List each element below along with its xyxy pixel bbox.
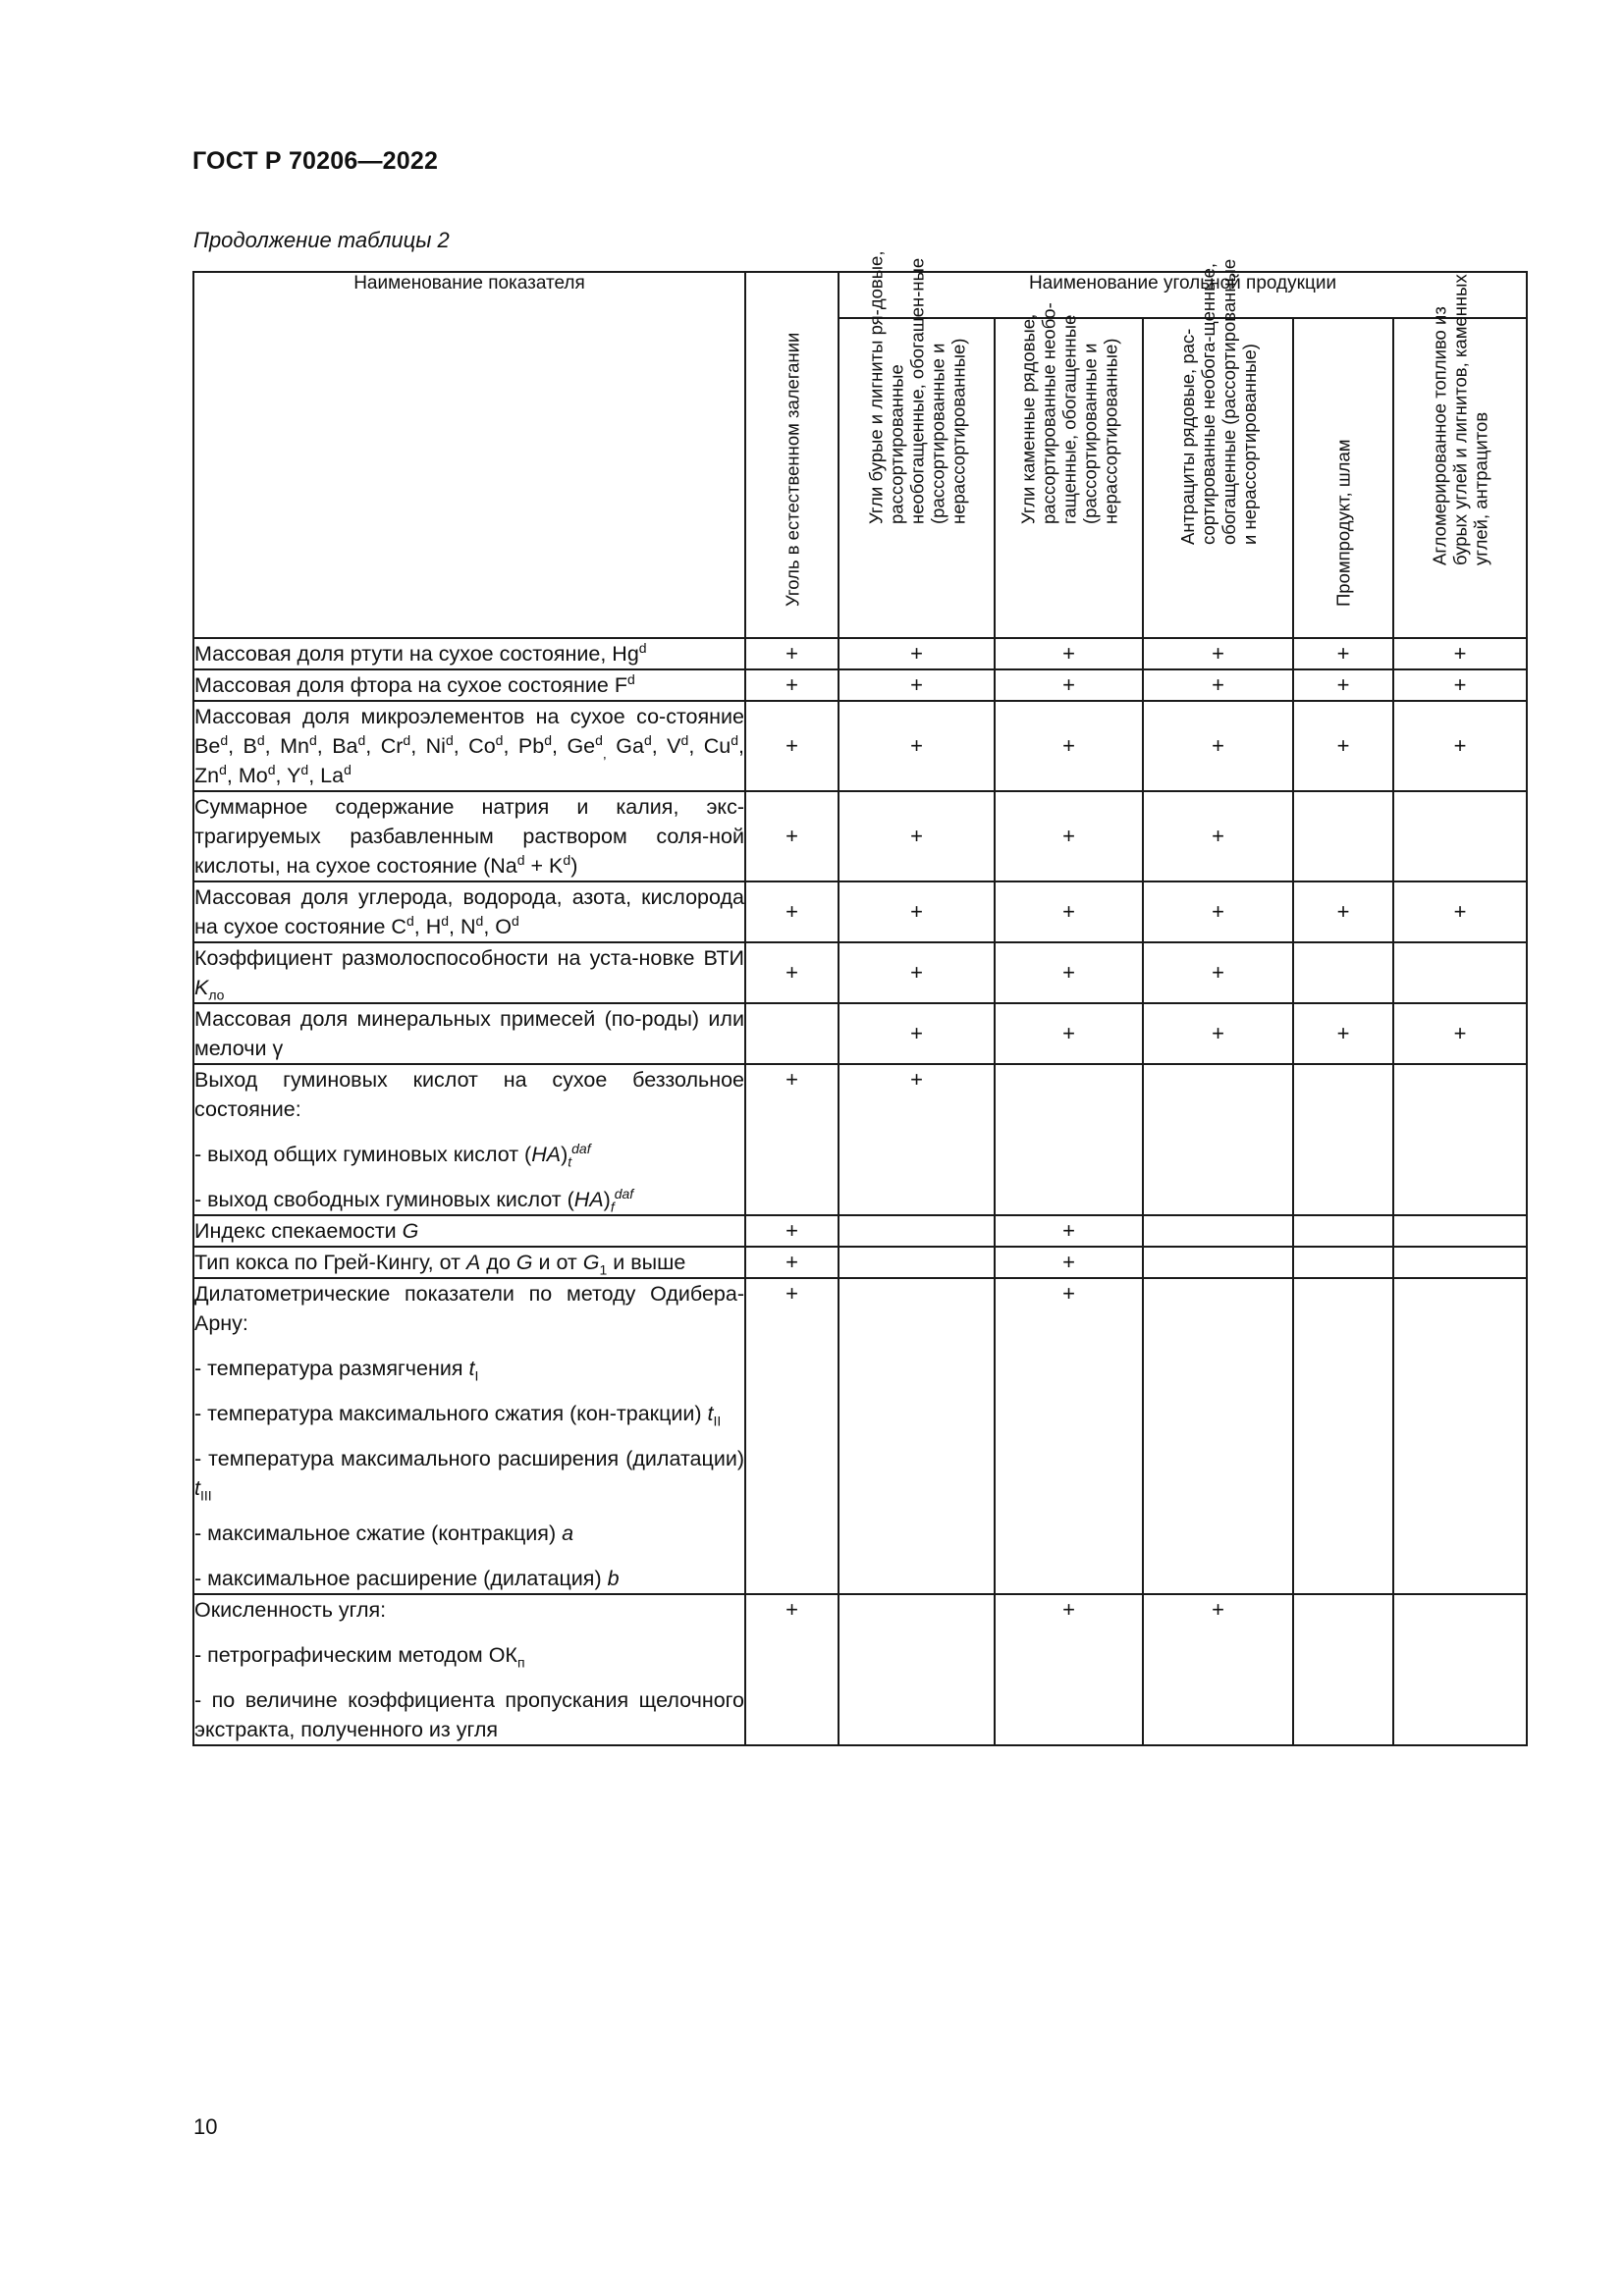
table-row (193, 1247, 1527, 1278)
mark-cell: + (1143, 881, 1293, 942)
mark-cell-empty (995, 1064, 1143, 1215)
mark-cell: + (995, 881, 1143, 942)
column-header-middlings (1293, 318, 1393, 638)
mark-cell-empty (1143, 1215, 1293, 1247)
mark-cell: + (745, 942, 839, 1003)
mark-cell-empty (745, 1003, 839, 1064)
table-row (193, 1594, 1527, 1745)
mark-cell: + (995, 638, 1143, 669)
mark-cell-empty (1393, 1247, 1527, 1278)
mark-cell: + (745, 1594, 839, 1745)
indicator-cell: Коэффициент размолоспособности на уста-новке ВТИ $K_{ло}$ (193, 942, 745, 1003)
mark-cell: + (1393, 701, 1527, 791)
mark-cell: + (745, 1064, 839, 1215)
mark-cell: + (995, 1215, 1143, 1247)
mark-cell: + (745, 638, 839, 669)
indicator-column-header: Наименование показателя (193, 272, 745, 638)
column-header-middlings-text: Промпродукт, шлам (1332, 439, 1354, 607)
mark-cell: + (1143, 701, 1293, 791)
mark-cell: + (995, 1247, 1143, 1278)
mark-cell: + (995, 1003, 1143, 1064)
mark-cell: + (745, 881, 839, 942)
mark-cell: + (1293, 881, 1393, 942)
mark-cell-empty (1293, 1247, 1393, 1278)
mark-cell-empty (1293, 1215, 1393, 1247)
column-header-agglomerated-text: Агломерированное топливо из бурых углей и лигнитов, каменных углей, антрацитов (1429, 274, 1491, 565)
table-header-row (193, 272, 1527, 318)
mark-cell: + (745, 791, 839, 881)
column-header-brown-coal (839, 250, 995, 638)
mark-cell-empty (1393, 1064, 1527, 1215)
mark-cell-empty (1393, 1278, 1527, 1594)
mark-cell-empty (1393, 1215, 1527, 1247)
mark-cell-empty (839, 1215, 995, 1247)
mark-cell: + (1143, 1594, 1293, 1745)
mark-cell: + (839, 942, 995, 1003)
table-row (193, 638, 1527, 669)
mark-cell-empty (1393, 1594, 1527, 1745)
mark-cell: + (1293, 701, 1393, 791)
mark-cell-empty (839, 1594, 995, 1745)
mark-cell: + (745, 1247, 839, 1278)
mark-cell: + (1293, 669, 1393, 701)
mark-cell: + (1143, 791, 1293, 881)
mark-cell: + (1393, 1003, 1527, 1064)
table-row (193, 1215, 1527, 1247)
mark-cell-empty (1393, 791, 1527, 881)
mark-cell-empty (1143, 1247, 1293, 1278)
indicator-cell: Окисленность угля: - петрографическим методом $ОК_п$ - по величине коэффициента пропускания щелочного экстракта, полученного из угля (193, 1594, 745, 1745)
mark-cell-empty (1143, 1064, 1293, 1215)
indicator-cell: Массовая доля микроэлементов на сухое со-стояние Be$^d$, $B^d$, Mn$^d$, Ba$^d$, Cr$^d$, Ni$^d$, Co$^d$, Pb$^d$, $Ge^d_,$ Ga$^d$, $V^d$, Cu$^d$, Zn$^d$, Mo$^d$, $Y^d$, La$^d$ (193, 701, 745, 791)
mark-cell: + (839, 701, 995, 791)
table-row (193, 881, 1527, 942)
mark-cell: + (1393, 669, 1527, 701)
mark-cell: + (995, 701, 1143, 791)
mark-cell: + (839, 881, 995, 942)
indicator-cell: Суммарное содержание натрия и калия, экс-трагируемых разбавленным раствором соля-ной кислоты, на сухое состояние $(Na^d + K^d)$ (193, 791, 745, 881)
mark-cell-empty (1293, 1278, 1393, 1594)
mark-cell-empty (1143, 1278, 1293, 1594)
column-header-hard-coal (995, 302, 1143, 638)
mark-cell-empty (1293, 1594, 1393, 1745)
mark-cell: + (839, 791, 995, 881)
mark-cell: + (1143, 1003, 1293, 1064)
column-header-brown-coal-text: Угли бурые и лигниты ря-довые, рассортированные необогащенные, обогащен-ные (рассортированные и нерассортированные) (865, 250, 968, 524)
mark-cell-empty (1293, 942, 1393, 1003)
table-caption: Продолжение таблицы 2 (193, 228, 450, 252)
mark-cell: + (839, 1064, 995, 1215)
table-row (193, 1278, 1527, 1594)
column-header-in-situ (745, 272, 839, 638)
indicator-cell: Дилатометрические показатели по методу Одибера-Арну: - температура размягчения $t_I$ - температура максимального сжатия (кон-тракции) $t_{II}$ - температура максимального расширения (дилатации) $t_{III}$ - максимальное сжатие (контракция) a - максимальное расширение (дилатация) b (193, 1278, 745, 1594)
column-header-anthracite-text: Антрациты рядовые, рас-сортированные необога-щенные, обогащенные (рассортированные и нерассортированные) (1176, 258, 1260, 545)
mark-cell-empty (1293, 791, 1393, 881)
table-row (193, 669, 1527, 701)
indicator-cell: Тип кокса по Грей-Кингу, от A до G и от $G_1$ и выше (193, 1247, 745, 1278)
indicator-cell: Массовая доля фтора на сухое состояние $F^d$ (193, 669, 745, 701)
column-header-in-situ-text: Уголь в естественном залегании (782, 332, 802, 607)
indicators-table (192, 250, 1528, 1746)
column-header-agglomerated (1393, 274, 1527, 638)
table-row (193, 942, 1527, 1003)
column-header-anthracite (1143, 258, 1293, 638)
mark-cell: + (1393, 881, 1527, 942)
table-row (193, 1003, 1527, 1064)
mark-cell: + (839, 1003, 995, 1064)
mark-cell: + (1143, 638, 1293, 669)
product-group-header: Наименование угольной продукции (839, 272, 1527, 318)
table-row (193, 701, 1527, 791)
indicator-cell: Массовая доля минеральных примесей (по-роды) или мелочи γ (193, 1003, 745, 1064)
mark-cell: + (995, 791, 1143, 881)
mark-cell: + (995, 1278, 1143, 1594)
table-row (193, 1064, 1527, 1215)
mark-cell: + (745, 1278, 839, 1594)
mark-cell: + (995, 1594, 1143, 1745)
mark-cell-empty (839, 1247, 995, 1278)
column-header-hard-coal-text: Угли каменные рядовые, рассортированные необо-гащенные, обогащенные (рассортированные и нерассортированные) (1017, 302, 1120, 524)
mark-cell-empty (1393, 942, 1527, 1003)
indicator-cell: Массовая доля углерода, водорода, азота, кислорода на сухое состояние $C^d$, $H^d$, $N^d$, $O^d$ (193, 881, 745, 942)
document-header: ГОСТ Р 70206—2022 (192, 147, 439, 175)
mark-cell-empty (1293, 1064, 1393, 1215)
mark-cell: + (745, 669, 839, 701)
mark-cell: + (995, 669, 1143, 701)
mark-cell: + (995, 942, 1143, 1003)
indicator-cell: Выход гуминовых кислот на сухое беззольное состояние: - выход общих гуминовых кислот $(HA)_t^{daf}$ - выход свободных гуминовых кислот $(HA)_f^{daf}$ (193, 1064, 745, 1215)
mark-cell: + (839, 669, 995, 701)
mark-cell-empty (839, 1278, 995, 1594)
mark-cell: + (1293, 638, 1393, 669)
indicator-cell: Индекс спекаемости G (193, 1215, 745, 1247)
mark-cell: + (839, 638, 995, 669)
table-row (193, 791, 1527, 881)
mark-cell: + (1393, 638, 1527, 669)
page-number: 10 (193, 2114, 218, 2139)
mark-cell: + (1293, 1003, 1393, 1064)
mark-cell: + (1143, 942, 1293, 1003)
mark-cell: + (1143, 669, 1293, 701)
mark-cell: + (745, 1215, 839, 1247)
mark-cell: + (745, 701, 839, 791)
indicator-cell: Массовая доля ртути на сухое состояние, Hg$^d$ (193, 638, 745, 669)
